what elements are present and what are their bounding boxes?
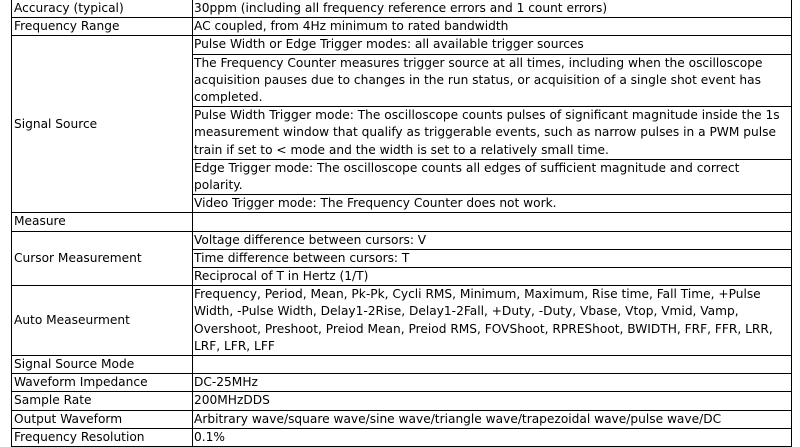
value-cursor-voltage: Voltage difference between cursors: V bbox=[193, 231, 792, 249]
value-signal-source-edge: Edge Trigger mode: The oscilloscope counts all edges of sufficient magnitude and correct polarity. bbox=[193, 159, 792, 194]
label-signal-source-mode: Signal Source Mode bbox=[12, 356, 193, 374]
value-signal-source-video: Video Trigger mode: The Frequency Counter does not work. bbox=[193, 195, 792, 213]
row-signal-source bbox=[12, 36, 792, 54]
label-signal-source: Signal Source bbox=[12, 36, 193, 213]
value-measure-empty bbox=[193, 213, 792, 231]
row-auto-measurement bbox=[12, 286, 792, 356]
label-auto-measurement: Auto Measeurment bbox=[12, 286, 193, 356]
value-signal-source-trigger-sources: Pulse Width or Edge Trigger modes: all available trigger sources bbox=[193, 36, 792, 54]
value-output-waveform: Arbitrary wave/square wave/sine wave/triangle wave/trapezoidal wave/pulse wave/DC bbox=[193, 410, 792, 428]
value-signal-source-measurement: The Frequency Counter measures trigger source at all times, including when the oscilloscope acquisition pauses due to changes in the run status, or acquisition of a single shot event has completed. bbox=[193, 54, 792, 107]
label-sample-rate: Sample Rate bbox=[12, 392, 193, 410]
value-waveform-impedance: DC-25MHz bbox=[193, 374, 792, 392]
value-frequency-range: AC coupled, from 4Hz minimum to rated bandwidth bbox=[193, 18, 792, 36]
label-waveform-impedance: Waveform Impedance bbox=[12, 374, 193, 392]
label-output-waveform: Output Waveform bbox=[12, 410, 193, 428]
label-measure: Measure bbox=[12, 213, 193, 231]
value-signal-source-mode-empty bbox=[193, 356, 792, 374]
row-accuracy bbox=[12, 0, 792, 18]
value-sample-rate: 200MHzDDS bbox=[193, 392, 792, 410]
row-measure-header bbox=[12, 213, 792, 231]
row-frequency-resolution bbox=[12, 428, 792, 446]
row-signal-source-mode-header bbox=[12, 356, 792, 374]
row-frequency-range bbox=[12, 18, 792, 36]
label-frequency-resolution: Frequency Resolution bbox=[12, 428, 193, 446]
row-sample-rate bbox=[12, 392, 792, 410]
label-accuracy: Accuracy (typical) bbox=[12, 0, 193, 18]
value-cursor-time: Time difference between cursors: T bbox=[193, 249, 792, 267]
value-signal-source-pulse-width: Pulse Width Trigger mode: The oscilloscope counts pulses of significant magnitude inside the 1s measurement window that qualify as triggerable events, such as narrow pulses in a PWM pulse train if set to < mode and the width is set to a relatively small time. bbox=[193, 107, 792, 160]
label-frequency-range: Frequency Range bbox=[12, 18, 193, 36]
label-cursor-measurement: Cursor Measurement bbox=[12, 231, 193, 286]
value-accuracy: 30ppm (including all frequency reference errors and 1 count errors) bbox=[193, 0, 792, 18]
row-output-waveform bbox=[12, 410, 792, 428]
row-waveform-impedance bbox=[12, 374, 792, 392]
spec-table bbox=[11, 0, 792, 447]
value-auto-measurement: Frequency, Period, Mean, Pk-Pk, Cycli RMS, Minimum, Maximum, Rise time, Fall Time, +Pulse Width, -Pulse Width, Delay1-2Rise, Delay1-2Fall, +Duty, -Duty, Vbase, Vtop, Vmid, Vamp, Overshoot, Preshoot, Preiod Mean, Preiod RMS, FOVShoot, RPREShoot, BWIDTH, FRF, FFR, LRR, LRF, LFR, LFF bbox=[193, 286, 792, 356]
value-cursor-reciprocal: Reciprocal of T in Hertz (1/T) bbox=[193, 268, 792, 286]
value-frequency-resolution: 0.1% bbox=[193, 428, 792, 446]
row-cursor-measurement bbox=[12, 231, 792, 249]
